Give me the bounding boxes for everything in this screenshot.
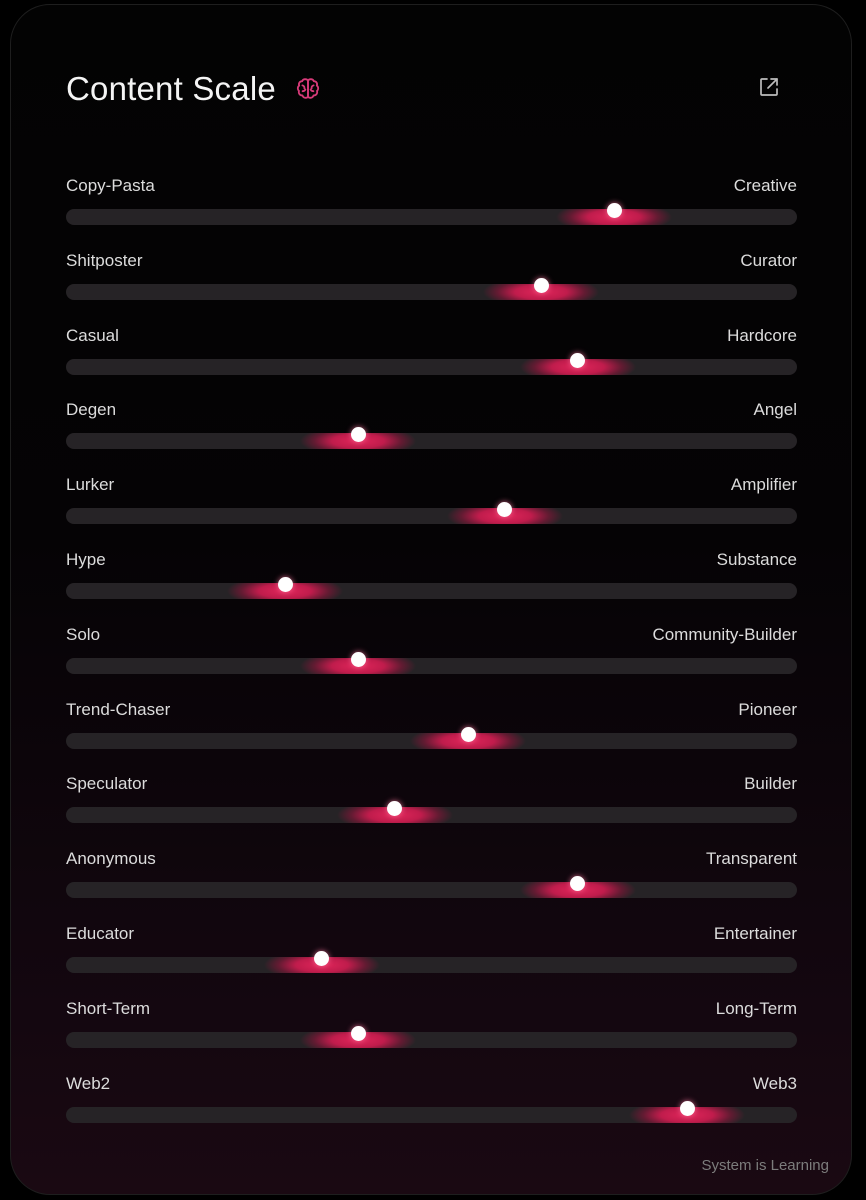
status-text: System is Learning	[701, 1157, 829, 1174]
slider-track[interactable]	[66, 882, 797, 898]
slider-thumb[interactable]	[680, 1101, 695, 1116]
scale-left-label: Degen	[66, 400, 117, 420]
slider-thumb[interactable]	[351, 1026, 366, 1041]
external-link-icon[interactable]	[757, 75, 781, 99]
scale-right-label: Angel	[753, 400, 797, 420]
header	[66, 67, 322, 111]
scale-right-label: Pioneer	[738, 699, 797, 719]
scale-row	[66, 620, 797, 695]
scale-left-label: Web2	[66, 1073, 111, 1093]
scale-row	[66, 246, 797, 321]
scale-left-label: Hype	[66, 549, 106, 569]
slider-track[interactable]	[66, 957, 797, 973]
slider-track[interactable]	[66, 359, 797, 375]
slider-track[interactable]	[66, 433, 797, 449]
scale-left-label: Speculator	[66, 774, 148, 794]
scale-row	[66, 1069, 797, 1144]
slider-track[interactable]	[66, 807, 797, 823]
scale-row	[66, 844, 797, 919]
slider-track[interactable]	[66, 508, 797, 524]
scale-left-label: Trend-Chaser	[66, 699, 171, 719]
scale-right-label: Entertainer	[713, 923, 797, 943]
scale-left-label: Anonymous	[66, 849, 156, 869]
scale-left-label: Lurker	[66, 475, 115, 495]
brain-icon	[294, 75, 322, 103]
scale-row	[66, 395, 797, 470]
scale-right-label: Amplifier	[730, 475, 797, 495]
slider-thumb[interactable]	[278, 577, 293, 592]
scale-row	[66, 695, 797, 770]
scale-right-label: Hardcore	[727, 325, 797, 345]
scale-list	[66, 171, 797, 1143]
scale-right-label: Builder	[744, 774, 797, 794]
scale-row	[66, 769, 797, 844]
slider-track[interactable]	[66, 284, 797, 300]
page-title: Content Scale	[66, 70, 276, 107]
scale-row	[66, 919, 797, 994]
scale-row	[66, 171, 797, 246]
scale-left-label: Short-Term	[66, 998, 151, 1018]
scale-left-label: Copy-Pasta	[66, 176, 155, 195]
scale-left-label: Educator	[66, 923, 135, 943]
content-scale-card	[10, 4, 852, 1195]
scale-right-label: Creative	[733, 176, 797, 195]
scale-right-label: Curator	[740, 250, 797, 270]
scale-left-label: Shitposter	[66, 250, 143, 270]
scale-row	[66, 470, 797, 545]
scale-right-label: Community-Builder	[652, 624, 797, 644]
slider-thumb[interactable]	[607, 203, 622, 218]
scale-left-label: Solo	[66, 624, 101, 644]
slider-track[interactable]	[66, 583, 797, 599]
scale-row	[66, 994, 797, 1069]
slider-track[interactable]	[66, 209, 797, 225]
scale-row	[66, 545, 797, 620]
scale-left-label: Casual	[66, 325, 119, 345]
scale-right-label: Substance	[716, 549, 797, 569]
scale-row	[66, 321, 797, 396]
slider-track[interactable]	[66, 733, 797, 749]
slider-thumb[interactable]	[570, 353, 585, 368]
slider-thumb[interactable]	[461, 727, 476, 742]
slider-thumb[interactable]	[534, 278, 549, 293]
scale-right-label: Transparent	[705, 849, 797, 869]
scale-right-label: Web3	[752, 1073, 797, 1093]
scale-right-label: Long-Term	[715, 998, 797, 1018]
slider-track[interactable]	[66, 1032, 797, 1048]
slider-thumb[interactable]	[351, 652, 366, 667]
slider-track[interactable]	[66, 658, 797, 674]
